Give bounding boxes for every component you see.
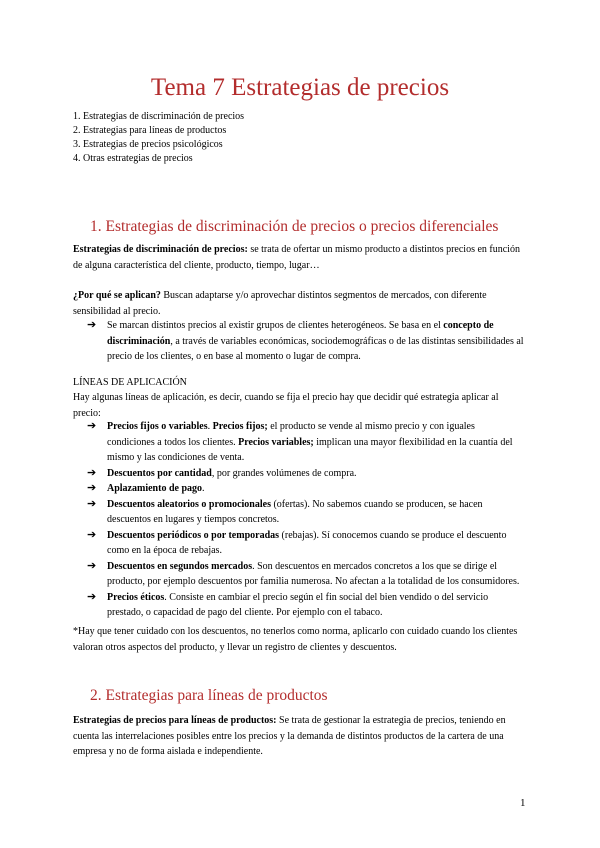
why-text: Buscan adaptarse y/o aprovechar distintos segmentos de mercados, con diferente sensibilidad al precio. bbox=[73, 290, 487, 317]
list-item: ➔ Precios fijos o variables. Precios fijos; el producto se vende al mismo precio y con iguales condiciones a todos los clientes. Precios variables; implican una mayor flexibilidad en la cuantía del mismo y las condiciones de venta. bbox=[87, 420, 513, 463]
arrow-bullet-icon: ➔ bbox=[87, 559, 97, 572]
page-title: Tema 7 Estrategias de precios bbox=[150, 74, 450, 101]
arrow-bullet-icon: ➔ bbox=[87, 482, 97, 494]
definition-term: Estrategias de precios para líneas de productos: bbox=[73, 715, 277, 726]
list-item: ➔ Se marcan distintos precios al existir grupos de clientes heterogéneos. Se basa en el concepto de discriminación, a través de variables económicas, sociodemográficas o de las distintas sensibilidades al precio de los clientes, o en base al momento o lugar de compra. bbox=[87, 319, 524, 362]
toc-item: 4. Otras estrategias de precios bbox=[73, 153, 193, 164]
section-2-heading: 2. Estrategias para líneas de productos bbox=[90, 687, 328, 704]
page-number: 1 bbox=[520, 797, 526, 809]
definition-text: Se trata de gestionar la estrategia de precios, teniendo en cuenta las interrelaciones posibles entre los precios y la demanda de distintos productos de la cartera de una empresa y no de forma aislada e independiente. bbox=[73, 715, 506, 757]
definition-text: se trata de ofertar un mismo producto a distintos precios en función de alguna característica del cliente, producto, tiempo, lugar… bbox=[73, 244, 520, 271]
toc-item: 3. Estrategias de precios psicológicos bbox=[73, 139, 223, 150]
toc-item: 1. Estrategias de discriminación de precios bbox=[73, 111, 245, 122]
toc-item: 2. Estrategias para líneas de productos bbox=[73, 125, 227, 136]
list-item: ➔ Aplazamiento de pago. bbox=[73, 481, 525, 497]
table-of-contents bbox=[73, 110, 244, 166]
arrow-bullet-icon: ➔ bbox=[87, 466, 97, 479]
list-item: ➔ Descuentos periódicos o por temporadas (rebajas). Sí conocemos cuando se produce el descuento como en la época de rebajas. bbox=[87, 528, 507, 556]
lines-intro: Hay algunas líneas de aplicación, es decir, cuando se fija el precio hay que decidir qué estrategia aplicar al precio: bbox=[73, 392, 499, 419]
list-item: ➔ Descuentos aleatorios o promocionales (ofertas). No sabemos cuando se producen, se hacen descuentos en lugares y tiempos concretos. bbox=[87, 497, 483, 525]
arrow-bullet-icon: ➔ bbox=[87, 528, 97, 541]
why-paragraph bbox=[73, 288, 523, 319]
arrow-bullet-icon: ➔ bbox=[87, 590, 97, 603]
arrow-bullet-icon: ➔ bbox=[87, 319, 97, 331]
arrow-bullet-icon: ➔ bbox=[87, 497, 97, 510]
definition-term: Estrategias de discriminación de precios: bbox=[73, 244, 248, 255]
lines-bullet-list bbox=[73, 419, 525, 621]
section-2-definition bbox=[73, 713, 523, 760]
why-term: ¿Por qué se aplican? bbox=[73, 290, 161, 301]
list-item: ➔ Precios éticos. Consiste en cambiar el precio según el fin social del bien vendido o del servicio prestado, o capacidad de pago del cliente. Por ejemplo con el tabaco. bbox=[87, 590, 489, 618]
section-1-heading: 1. Estrategias de discriminación de precios o precios diferenciales bbox=[90, 218, 499, 235]
list-item: ➔ Descuentos en segundos mercados. Son descuentos en mercados concretos a los que se dirige el producto, por ejemplo descuentos por familia numerosa. No afectan a la totalidad de los consumidores. bbox=[87, 559, 520, 587]
discount-note: *Hay que tener cuidado con los descuentos, no tenerlos como norma, aplicarlo con cuidado cuando los clientes valoran otros aspectos del producto, y llevar un registro de clientes y descuentos. bbox=[73, 626, 518, 653]
why-bullet-list bbox=[73, 318, 525, 365]
lines-heading: LÍNEAS DE APLICACIÓN bbox=[73, 377, 187, 388]
section-1-definition bbox=[73, 242, 523, 273]
arrow-bullet-icon: ➔ bbox=[87, 420, 97, 432]
list-item: ➔ Descuentos por cantidad, por grandes volúmenes de compra. bbox=[73, 466, 525, 482]
